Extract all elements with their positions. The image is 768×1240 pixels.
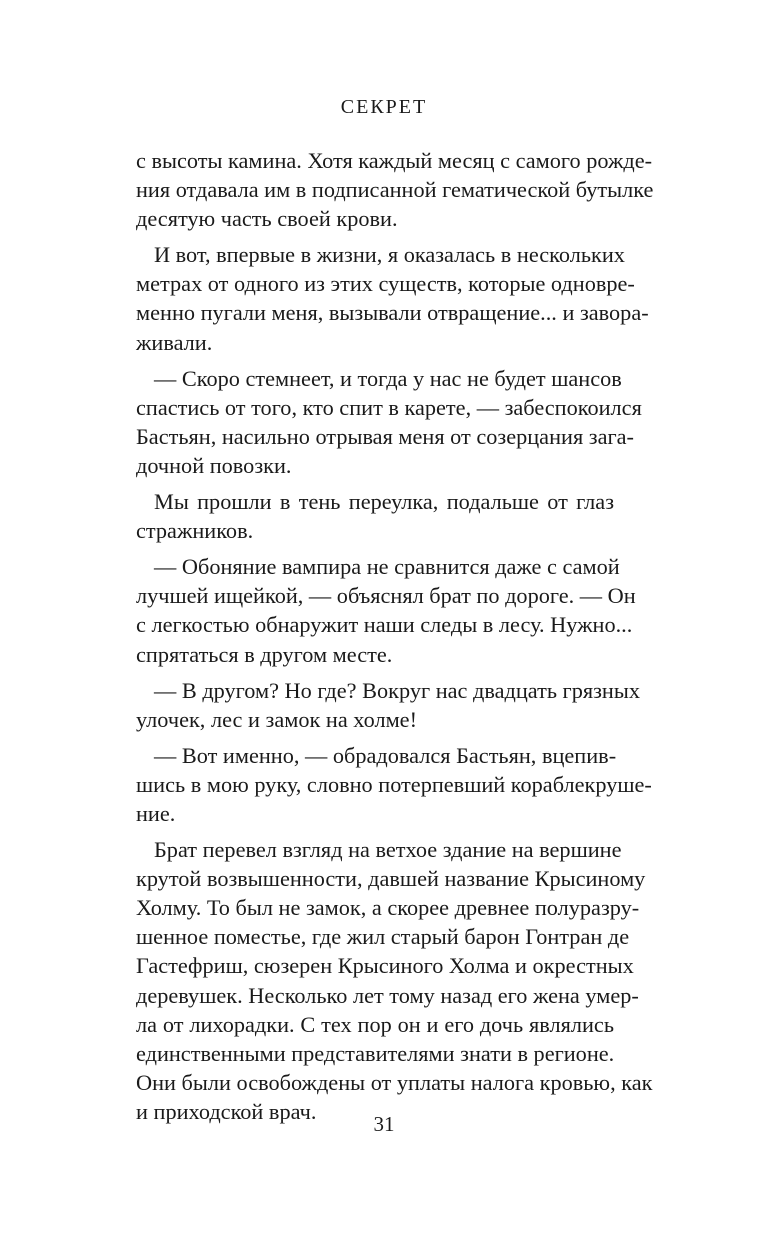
text-line: — Вот именно, — обрадовался Бастьян, вцепив- xyxy=(154,742,617,768)
text-line: Они были освобождены от уплаты налога кровью, как xyxy=(136,1069,653,1095)
paragraph xyxy=(136,146,654,233)
paragraph-gap xyxy=(136,734,614,741)
text-line: ния отдавала им в подписанной гематической бутылке xyxy=(136,177,654,203)
text-line: шенное поместье, где жил старый барон Гонтран де xyxy=(136,924,630,950)
paragraph xyxy=(136,487,614,545)
text-line: — В другом? Но где? Вокруг нас двадцать грязных xyxy=(154,677,640,703)
text-line: шись в мою руку, словно потерпевший кораблекруше- xyxy=(136,771,652,797)
text-line: деревушек. Несколько лет тому назад его жена умер- xyxy=(136,982,639,1008)
text-line: десятую часть своей крови. xyxy=(136,206,398,232)
text-line: спастись от того, кто спит в карете, — забеспокоился xyxy=(136,394,642,420)
text-line: Мы прошли в тень переулка, подальше от глаз xyxy=(154,489,614,515)
paragraph-gap xyxy=(136,233,614,240)
body-text xyxy=(136,146,654,1126)
text-line: Брат перевел взгляд на ветхое здание на вершине xyxy=(154,837,622,863)
paragraph xyxy=(136,741,652,828)
text-line: Гастефриш, сюзерен Крысиного Холма и окрестных xyxy=(136,953,634,979)
text-line: стражников. xyxy=(136,518,254,544)
text-line: улочек, лес и замок на холме! xyxy=(136,706,417,732)
text-line: Бастьян, насильно отрывая меня от созерцания зага- xyxy=(136,423,634,449)
text-line: ла от лихорадки. С тех пор он и его дочь являлись xyxy=(136,1011,614,1037)
paragraph-gap xyxy=(136,545,614,552)
text-line: — Скоро стемнеет, и тогда у нас не будет шансов xyxy=(154,365,622,391)
page-number: 31 xyxy=(373,1112,395,1136)
text-line: и приходской врач. xyxy=(136,1098,317,1124)
text-line: менно пугали меня, вызывали отвращение... и завора- xyxy=(136,300,649,326)
paragraph-gap xyxy=(136,480,614,487)
text-line: метрах от одного из этих существ, которые одновре- xyxy=(136,271,635,297)
paragraph xyxy=(136,240,649,356)
text-line: с высоты камина. Хотя каждый месяц с самого рожде- xyxy=(136,148,653,173)
text-line: спрятаться в другом месте. xyxy=(136,641,393,667)
text-line: единственными представителями знати в регионе. xyxy=(136,1040,615,1066)
text-line: И вот, впервые в жизни, я оказалась в нескольких xyxy=(154,242,625,268)
text-line: ние. xyxy=(136,800,176,826)
paragraph xyxy=(136,552,636,668)
paragraph-gap xyxy=(136,828,614,835)
text-line: крутой возвышенности, давшей название Крысиному xyxy=(136,866,646,892)
text-line: с легкостью обнаружит наши следы в лесу. Нужно... xyxy=(136,612,633,638)
text-line: дочной повозки. xyxy=(136,452,292,478)
paragraph xyxy=(136,364,642,480)
paragraph-gap xyxy=(136,357,614,364)
running-head: СЕКРЕТ xyxy=(340,96,428,118)
text-line: Холму. То был не замок, а скорее древнее полуразру- xyxy=(136,895,640,921)
text-line: — Обоняние вампира не сравнится даже с самой xyxy=(154,554,620,580)
paragraph xyxy=(136,835,653,1126)
paragraph-gap xyxy=(136,669,614,676)
text-line: живали. xyxy=(136,329,213,355)
text-line: лучшей ищейкой, — объяснял брат по дороге. — Он xyxy=(136,583,636,609)
paragraph xyxy=(136,676,640,734)
